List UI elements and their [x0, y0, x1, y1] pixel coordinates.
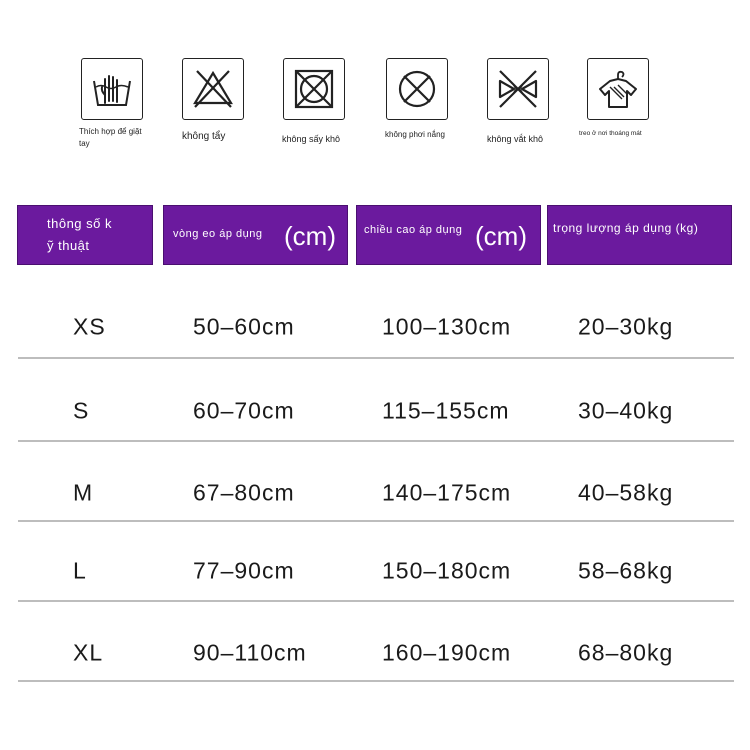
- height-cell: 140–175cm: [382, 479, 512, 506]
- header-height-label: chiều cao áp dụng: [364, 224, 463, 236]
- weight-cell: 68–80kg: [578, 639, 674, 666]
- hang-dry-shade-icon: [587, 58, 649, 120]
- waist-cell: 90–110cm: [193, 639, 307, 666]
- waist-cell: 77–90cm: [193, 557, 295, 584]
- height-cell: 160–190cm: [382, 639, 512, 666]
- size-cell: XS: [73, 313, 106, 340]
- weight-cell: 40–58kg: [578, 479, 674, 506]
- header-waist-label: vòng eo áp dụng: [173, 228, 263, 240]
- header-weight: [547, 205, 732, 265]
- header-height-unit: (cm): [475, 221, 527, 251]
- waist-cell: 50–60cm: [193, 313, 295, 340]
- waist-cell: 67–80cm: [193, 479, 295, 506]
- row-divider: [18, 680, 734, 682]
- height-cell: 100–130cm: [382, 313, 512, 340]
- care-label-no-wring: không vắt khô: [487, 134, 544, 144]
- weight-cell: 20–30kg: [578, 313, 674, 340]
- size-cell: L: [73, 557, 87, 584]
- header-spec-line-1: thông số k: [47, 216, 112, 231]
- weight-cell: 58–68kg: [578, 557, 674, 584]
- header-waist-unit: (cm): [284, 221, 336, 251]
- hand-wash-icon: [81, 58, 143, 120]
- row-divider: [18, 600, 734, 602]
- care-label-hang-dry-shade: treo ở nơi thoáng mát: [579, 130, 642, 137]
- care-label-no-bleach: không tẩy: [182, 131, 226, 142]
- row-divider: [18, 440, 734, 442]
- care-label-no-tumble-dry: không sấy khô: [282, 134, 341, 144]
- height-cell: 115–155cm: [382, 397, 510, 424]
- header-weight-label: trọng lượng áp dụng (kg): [553, 221, 699, 235]
- size-cell: M: [73, 479, 94, 506]
- header-spec-line-2: ỹ thuật: [47, 238, 90, 253]
- height-cell: 150–180cm: [382, 557, 512, 584]
- no-tumble-dry-icon: [283, 58, 345, 120]
- header-waist: [163, 205, 348, 265]
- table-row: [18, 286, 734, 368]
- care-label-no-sun-dry: không phơi nắng: [385, 130, 445, 139]
- size-cell: S: [73, 397, 90, 424]
- waist-cell: 60–70cm: [193, 397, 295, 424]
- weight-cell: 30–40kg: [578, 397, 674, 424]
- header-spec: [17, 205, 153, 265]
- care-label-hand-wash: Thích hợp để giặt tay: [79, 127, 142, 148]
- row-divider: [18, 520, 734, 522]
- no-bleach-icon: [182, 58, 244, 120]
- header-height: [356, 205, 541, 265]
- row-divider: [18, 357, 734, 359]
- no-sun-dry-icon: [386, 58, 448, 120]
- size-cell: XL: [73, 639, 104, 666]
- no-wring-icon: [487, 58, 549, 120]
